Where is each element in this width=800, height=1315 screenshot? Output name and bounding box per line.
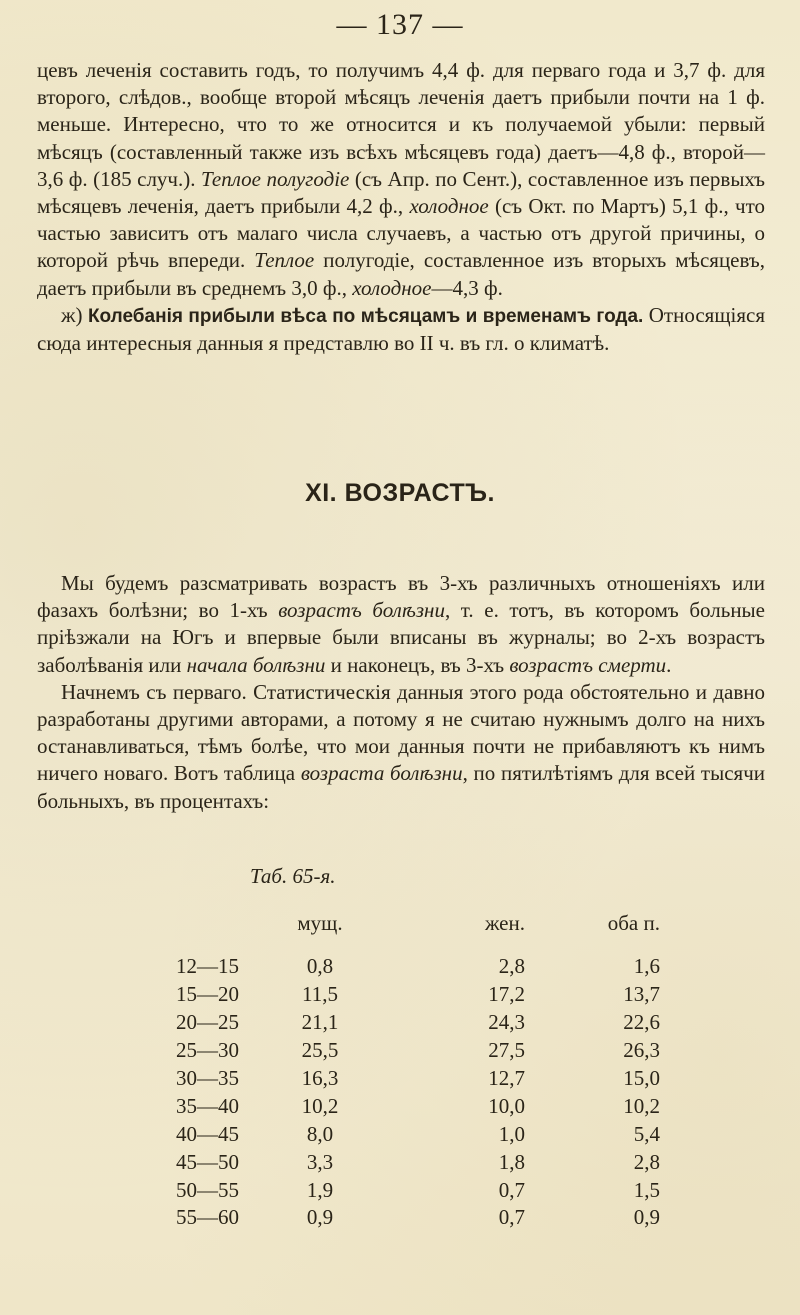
paragraph-text: , т. е. тотъ, въ которомъ больные пріѣзжали на Югъ и впервые были вписаны въ журналы; во 2-хъ возрастъ заболѣванія или	[37, 598, 765, 677]
cell-both: 2,8	[633, 1149, 660, 1174]
cell-men: 3,3	[306, 1149, 334, 1174]
paragraph-seasonal	[37, 302, 765, 357]
cell-women: 27,5	[488, 1038, 525, 1063]
cell-range: 15—20	[176, 982, 239, 1007]
cell-both: 26,3	[623, 1038, 660, 1063]
emphasis: возрастъ болѣзни	[278, 598, 445, 623]
page-number: — 137 —	[336, 8, 464, 41]
paragraph-text: Относящіяся сюда интересныя данныя я представлю во II ч. въ гл. о климатѣ.	[37, 302, 765, 356]
cell-both: 15,0	[623, 1066, 660, 1090]
cell-men: 25,5	[301, 1038, 339, 1063]
table-row	[150, 1009, 660, 1037]
table-header-row	[150, 903, 660, 953]
cell-women: 0,7	[498, 1177, 525, 1202]
table-title: Таб. 65-я.	[250, 864, 336, 888]
table-row	[150, 1148, 660, 1176]
section-heading: XI. ВОЗРАСТЪ.	[305, 479, 495, 507]
table-row	[150, 953, 660, 981]
paragraph-text: и наконецъ, въ 3-хъ	[325, 652, 510, 677]
emphasis: холодное	[409, 194, 489, 219]
cell-men: 21,1	[301, 1010, 339, 1035]
table-row	[150, 1204, 660, 1232]
cell-women: 12,7	[488, 1066, 525, 1090]
cell-women: 0,7	[498, 1205, 525, 1230]
cell-both: 1,5	[633, 1177, 660, 1202]
paragraph-text: , по пятилѣтіямъ для всей тысячи больныхъ, въ процентахъ:	[37, 761, 766, 813]
cell-range: 45—50	[176, 1149, 239, 1174]
cell-women: 24,3	[488, 1010, 525, 1035]
paragraph-age-intro	[37, 570, 765, 815]
emphasis: холодное	[352, 275, 432, 300]
cell-range: 12—15	[176, 954, 239, 979]
cell-men: 10,2	[301, 1093, 339, 1118]
paragraph-text: Мы будемъ разсматривать возрастъ въ 3-хъ различныхъ отношеніяхъ или фазахъ болѣзни; во 1-хъ	[37, 571, 765, 623]
header-women: жен.	[484, 911, 525, 935]
paragraph-weight-gain	[37, 57, 765, 357]
cell-men: 0,9	[306, 1205, 334, 1230]
cell-range: 35—40	[176, 1093, 239, 1118]
header-range	[150, 903, 265, 953]
paragraph-text: цевъ леченія составить годъ, то получимъ 4,4 ф. для перваго года и 3,7 ф. для второго, слѣдов., вообще второй мѣсяцъ леченія даетъ прибыли почти на 1 ф. меньше. Интересно, что то же относится и къ получаемой убыли: первый мѣсяцъ (составленный также изъ всѣхъ мѣсяцевъ года) даетъ—4,8 ф., второй—3,6 ф. (185 случ.).	[37, 58, 765, 191]
paragraph-text: (съ Апр. по Сент.), составленное изъ первыхъ мѣсяцевъ леченія, даетъ прибыли 4,2 ф.,	[37, 166, 765, 219]
subsection-heading: Колебанія прибыли вѣса по мѣсяцамъ и временамъ года.	[87, 305, 644, 327]
cell-men: 16,3	[301, 1066, 339, 1090]
cell-men: 1,9	[306, 1177, 334, 1202]
cell-men: 8,0	[306, 1121, 334, 1146]
cell-women: 1,8	[498, 1149, 525, 1174]
emphasis: Теплое полугодіе	[201, 166, 350, 191]
cell-women: 10,0	[488, 1093, 525, 1118]
header-men: мущ.	[297, 911, 343, 935]
cell-range: 50—55	[176, 1177, 239, 1202]
cell-men: 0,8	[306, 954, 334, 979]
emphasis: возраста болѣзни	[300, 761, 463, 786]
emphasis: Теплое	[254, 248, 315, 273]
cell-men: 11,5	[302, 982, 338, 1007]
cell-women: 17,2	[488, 982, 525, 1007]
cell-both: 1,6	[633, 954, 660, 979]
cell-range: 25—30	[176, 1038, 239, 1063]
table-row	[150, 1065, 660, 1093]
cell-range: 20—25	[176, 1010, 239, 1035]
age-table	[150, 903, 660, 1232]
cell-both: 22,6	[623, 1010, 660, 1035]
paragraph-text: (съ Окт. по Мартъ) 5,1 ф., что частью зависитъ отъ малаго числа случаевъ, а частью отъ другой причины, о которой рѣчь впереди.	[37, 194, 765, 273]
cell-range: 30—35	[176, 1066, 239, 1090]
paragraph-statistics	[37, 679, 765, 815]
table-row	[150, 1176, 660, 1204]
cell-women: 2,8	[498, 954, 525, 979]
cell-both: 13,7	[623, 982, 660, 1007]
cell-range: 55—60	[176, 1205, 239, 1230]
table-row	[150, 1092, 660, 1120]
table-row	[150, 1120, 660, 1148]
cell-range: 40—45	[176, 1121, 239, 1146]
paragraph-text: —4,3 ф.	[431, 275, 503, 300]
cell-both: 0,9	[633, 1205, 660, 1230]
header-both: оба п.	[607, 911, 660, 935]
cell-both: 10,2	[623, 1093, 660, 1118]
emphasis: возрастъ смерти	[509, 652, 667, 677]
table-row	[150, 1037, 660, 1065]
emphasis: начала болѣзни	[186, 652, 326, 677]
paragraph-text: Начнемъ съ перваго. Статистическія данныя этого рода обстоятельно и давно разработаны другими авторами, а потому я не считаю нужнымъ долго на нихъ останавливаться, тѣмъ болѣе, что мои данныя почти не прибавляютъ къ нимъ ничего новаго. Вотъ таблица	[37, 679, 765, 786]
table-row	[150, 981, 660, 1009]
cell-both: 5,4	[633, 1121, 660, 1146]
cell-women: 1,0	[498, 1121, 525, 1146]
paragraph-lead: ж)	[61, 302, 88, 327]
paragraph-text: полугодіе, составленное изъ вторыхъ мѣсяцевъ, даетъ прибыли въ среднемъ 3,0 ф.,	[37, 248, 765, 300]
paragraph-text: .	[666, 652, 672, 677]
